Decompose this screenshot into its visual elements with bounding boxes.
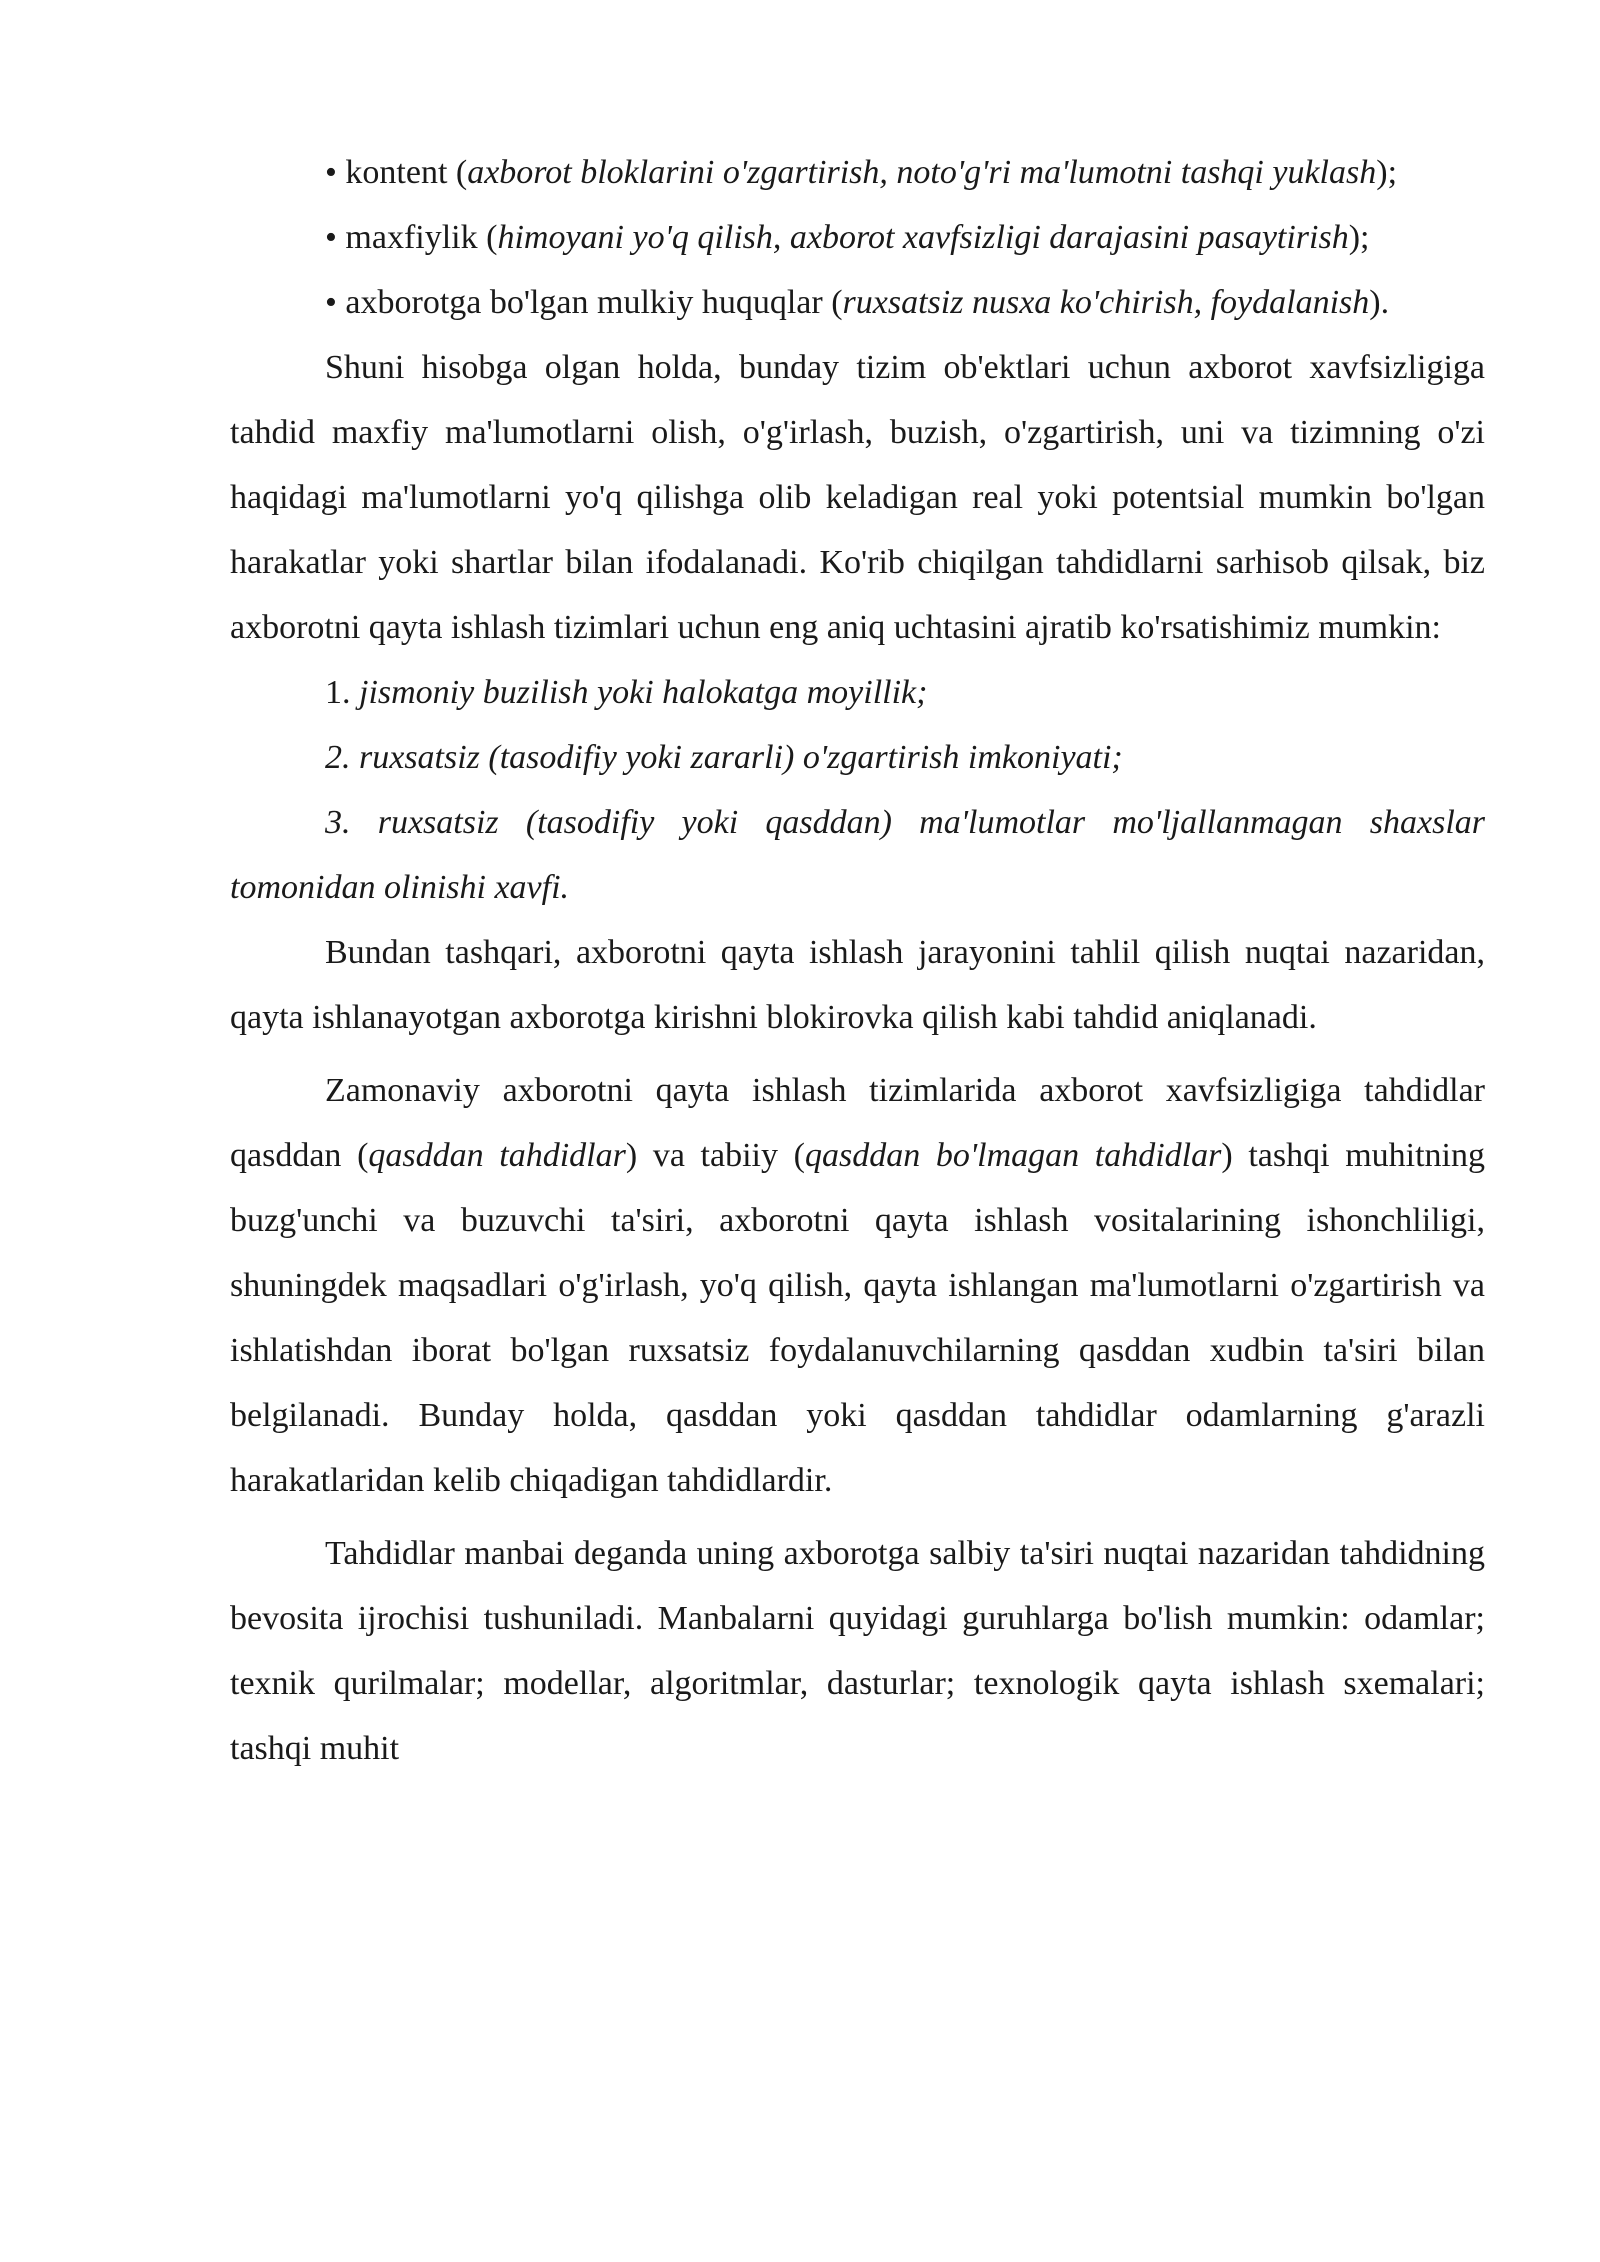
paragraph-threat-sources: Tahdidlar manbai deganda uning axborotga salbiy ta'siri nuqtai nazaridan tahdidning bevosita ijrochisi tushuniladi. Manbalarni quyidagi guruhlarga bo'lish mumkin: odamlar; texnik qurilmalar; modellar, algoritmlar, dasturlar; texnologik qayta ishlash sxemalari; tashqi muhit <box>230 1535 1485 1767</box>
numbered-item-1: 1. jismoniy buzilish yoki halokatga moyillik; <box>325 674 928 711</box>
bullet-content: • kontent (axborot bloklarini o'zgartirish, noto'g'ri ma'lumotni tashqi yuklash); <box>325 154 1398 191</box>
paragraph-threat-definition: Shuni hisobga olgan holda, bunday tizim ob'ektlari uchun axborot xavfsizligiga tahdid maxfiy ma'lumotlarni olish, o'g'irlash, buzish, o'zgartirish, uni va tizimning o'zi haqidagi ma'lumotlarni yo'q qilishga olib keladigan real yoki potentsial mumkin bo'lgan harakatlar yoki shartlar bilan ifodalanadi. Ko'rib chiqilgan tahdidlarni sarhisob qilsak, biz axborotni qayta ishlash tizimlari uchun eng aniq uchtasini ajratib ko'rsatishimiz mumkin: <box>230 349 1485 646</box>
paragraph-modern-systems: Zamonaviy axborotni qayta ishlash tizimlarida axborot xavfsizligiga tahdidlar qasddan (qasddan tahdidlar) va tabiiy (qasddan bo'lmagan tahdidlar) tashqi muhitning buzg'unchi va buzuvchi ta'siri, axborotni qayta ishlash vositalarining ishonchliligi, shuningdek maqsadlari o'g'irlash, yo'q qilish, qayta ishlangan ma'lumotlarni o'zgartirish va ishlatishdan iborat bo'lgan ruxsatsiz foydalanuvchilarning qasddan xudbin ta'siri bilan belgilanadi. Bunday holda, qasddan yoki qasddan tahdidlar odamlarning g'arazli harakatlaridan kelib chiqadigan tahdidlardir. <box>230 1072 1485 1499</box>
bullet-confidentiality: • maxfiylik (himoyani yo'q qilish, axborot xavfsizligi darajasini pasaytirish); <box>325 219 1370 256</box>
numbered-item-2: 2. ruxsatsiz (tasodifiy yoki zararli) o'zgartirish imkoniyati; <box>325 739 1123 776</box>
numbered-item-3: 3. ruxsatsiz (tasodifiy yoki qasddan) ma'lumotlar mo'ljallanmagan shaxslar tomonidan olinishi xavfi. <box>230 804 1485 906</box>
paragraph-blocking: Bundan tashqari, axborotni qayta ishlash jarayonini tahlil qilish nuqtai nazaridan, qayta ishlanayotgan axborotga kirishni blokirovka qilish kabi tahdid aniqlanadi. <box>230 934 1485 1036</box>
document-page <box>230 140 1485 1781</box>
bullet-property-rights: • axborotga bo'lgan mulkiy huquqlar (ruxsatsiz nusxa ko'chirish, foydalanish). <box>325 284 1390 321</box>
